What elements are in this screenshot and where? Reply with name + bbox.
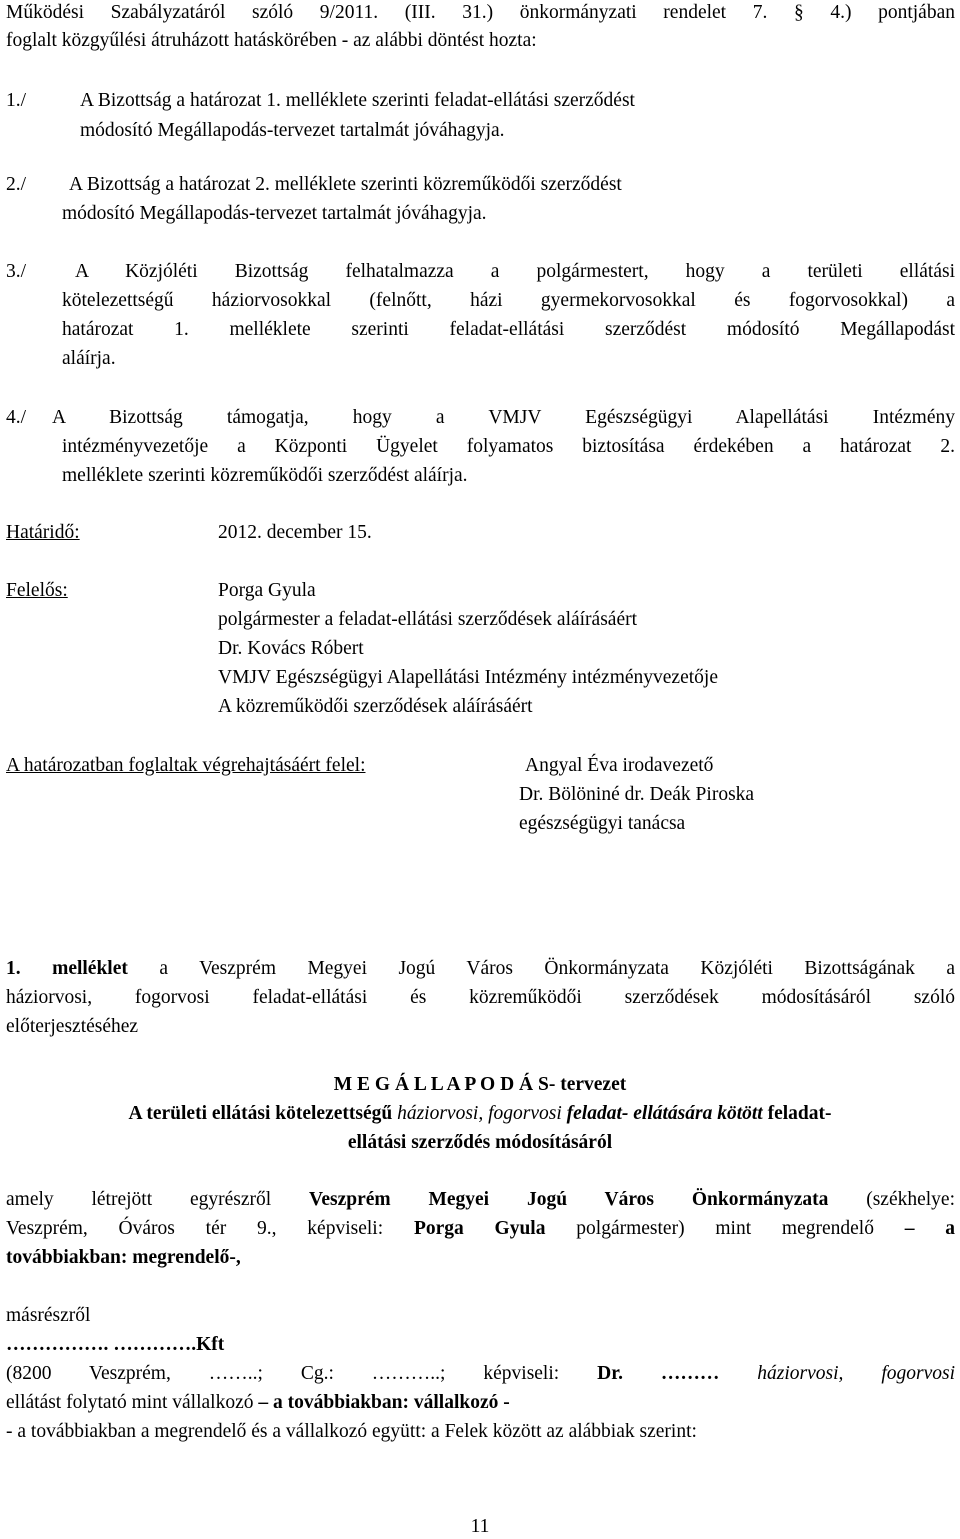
- responsible-line-2: polgármester a feladat-ellátási szerződések aláírásáért: [218, 609, 638, 630]
- parties-line-3: továbbiakban: megrendelő-,: [6, 1247, 241, 1268]
- parties-l2-c: polgármester) mint megrendelő: [576, 1218, 874, 1239]
- parties-l2-a: Veszprém, Óváros tér 9., képviseli:: [6, 1218, 384, 1239]
- annex-line-1: [6, 957, 955, 981]
- subtitle-part-a: A területi ellátási kötelezettségű: [128, 1103, 398, 1124]
- agreement-subtitle-line-1: [0, 1102, 960, 1126]
- responsible-line-4: VMJV Egészségügyi Alapellátási Intézmény intézményvezetője: [218, 667, 718, 688]
- parties-l5-a: (8200 Veszprém, ……..; Cg.: ………..; képviseli:: [6, 1363, 560, 1384]
- parties-line-7: - a továbbiakban a megrendelő és a vállalkozó együtt: a Felek között az alábbiak szerint:: [6, 1421, 697, 1442]
- annex-bold: 1. melléklet: [6, 958, 128, 979]
- agreement-subtitle-line-2: ellátási szerződés módosításáról: [347, 1132, 613, 1153]
- agreement-title: M E G Á L L A P O D Á S- tervezet: [333, 1074, 627, 1095]
- responsible-label: Felelős:: [6, 580, 68, 601]
- party-representative: Porga Gyula: [413, 1218, 546, 1239]
- parties-line-6: [6, 1391, 510, 1415]
- item-1-line-2: módosító Megállapodás-tervezet tartalmát jóváhagyja.: [80, 120, 505, 141]
- subtitle-part-c: feladat- ellátására kötött: [561, 1103, 763, 1124]
- parties-l6-b: – a továbbiakban: vállalkozó -: [258, 1392, 510, 1413]
- intro-line-2: foglalt közgyűlési átruházott hatáskörében - az alábbi döntést hozta:: [6, 30, 537, 51]
- item-4-number: 4./: [6, 407, 27, 428]
- parties-line-1: [6, 1188, 955, 1212]
- item-4-line-3: melléklete szerinti közreműködői szerződést aláírja.: [62, 465, 468, 486]
- responsible-line-1: Porga Gyula: [218, 580, 316, 601]
- item-4-line-2: intézményvezetője a Központi Ügyelet folyamatos biztosítása érdekében a határozat 2.: [62, 436, 955, 457]
- item-1-number: 1./: [6, 90, 27, 111]
- annex-line-2: háziorvosi, fogorvosi feladat-ellátási és közreműködői szerződések módosításáról szóló: [6, 987, 955, 1008]
- item-3-line-2: kötelezettségű háziorvosokkal (felnőtt, házi gyermekorvosokkal és fogorvosokkal) a: [62, 290, 955, 311]
- responsible-line-3: Dr. Kovács Róbert: [218, 638, 364, 659]
- parties-l5-c: háziorvosi, fogorvosi: [757, 1363, 956, 1384]
- parties-l6-a: ellátást folytató mint vállalkozó: [6, 1392, 254, 1413]
- item-3-line-4: aláírja.: [62, 348, 116, 369]
- item-4-line-1: A Bizottság támogatja, hogy a VMJV Egészségügyi Alapellátási Intézmény: [52, 407, 955, 428]
- subtitle-part-b: háziorvosi, fogorvosi: [397, 1103, 562, 1124]
- intro-line-1: Működési Szabályzatáról szóló 9/2011. (III. 31.) önkormányzati rendelet 7. § 4.) pontjában: [6, 2, 955, 23]
- parties-l1-a: amely létrejött egyrészről: [6, 1189, 272, 1210]
- item-3-line-3: határozat 1. melléklete szerinti feladat-ellátási szerződést módosító Megállapodást: [62, 319, 955, 340]
- execution-line-1: Angyal Éva irodavezető: [525, 755, 714, 776]
- parties-l1-c: (székhelye:: [866, 1189, 955, 1210]
- party-megrendelo-name: Veszprém Megyei Jogú Város Önkormányzata: [309, 1189, 829, 1210]
- item-1-line-1: A Bizottság a határozat 1. melléklete szerinti feladat-ellátási szerződést: [80, 90, 635, 111]
- execution-line-2: Dr. Bölöniné dr. Deák Piroska: [519, 784, 755, 805]
- responsible-line-5: A közreműködői szerződések aláírásáért: [218, 696, 533, 717]
- execution-label: A határozatban foglaltak végrehajtásáért felel:: [6, 755, 366, 776]
- parties-line-2: [6, 1217, 955, 1241]
- parties-l5-b: Dr. ………: [597, 1363, 720, 1384]
- item-2-line-2: módosító Megállapodás-tervezet tartalmát jóváhagyja.: [62, 203, 487, 224]
- item-3-number: 3./: [6, 261, 27, 282]
- parties-kft: ……………. ………….Kft: [6, 1334, 225, 1355]
- subtitle-part-d: feladat-: [762, 1103, 832, 1124]
- execution-line-3: egészségügyi tanácsa: [519, 813, 686, 834]
- page-number: 11: [470, 1516, 490, 1537]
- item-3-line-1: A Közjóléti Bizottság felhatalmazza a polgármestert, hogy a területi ellátási: [75, 261, 955, 282]
- item-2-line-1: A Bizottság a határozat 2. melléklete szerinti közreműködői szerződést: [69, 174, 622, 195]
- item-2-number: 2./: [6, 174, 27, 195]
- annex-line-1-rest: a Veszprém Megyei Jogú Város Önkormányzata Közjóléti Bizottságának a: [159, 958, 955, 979]
- deadline-label: Határidő:: [6, 522, 80, 543]
- deadline-value: 2012. december 15.: [218, 522, 372, 543]
- parties-other-side: másrészről: [6, 1305, 91, 1326]
- parties-l2-d: – a: [904, 1218, 956, 1239]
- parties-line-5: [6, 1362, 955, 1386]
- annex-line-3: előterjesztéséhez: [6, 1016, 139, 1037]
